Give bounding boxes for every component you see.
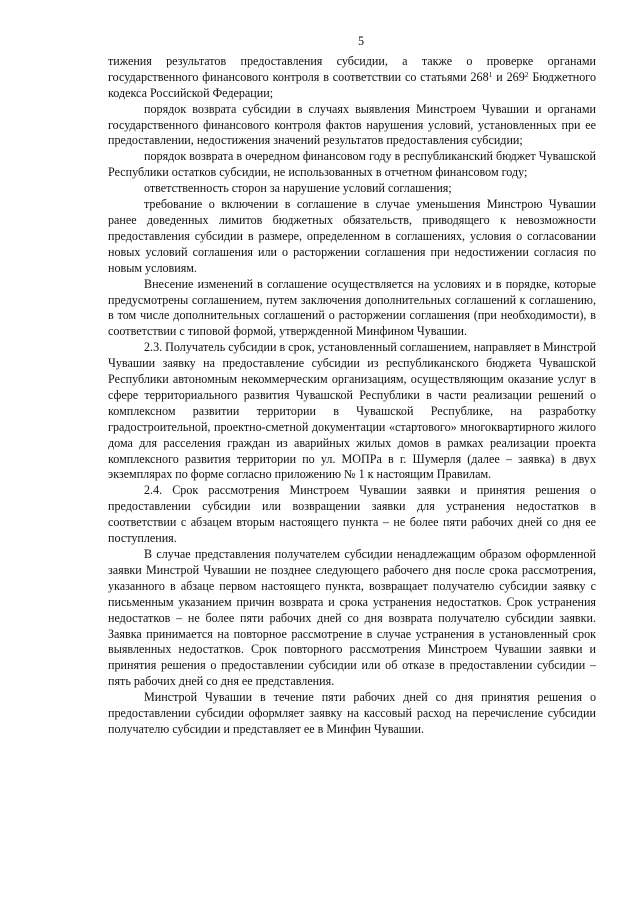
paragraph-5 (108, 197, 596, 277)
text-run: требование о включении в соглашение в случае уменьшения Минстрою Чувашии ранее доведенных лимитов бюджетных обязательств, приводящего к невозможности предоставления субсидии в размере, определенном в соглашениях, условия о согласовании новых условий соглашения или о расторжении соглашения при недостижении согласия по новым условиям. (108, 197, 596, 275)
text-run: 2.3. Получатель субсидии в срок, установленный соглашением, направляет в Минстрой Чувашии заявку на предоставление субсидии из республиканского бюджета Чувашской Республики автономным некоммерческим организациям, осуществляющим оказание услуг в сфере территориального развития Чувашской Республики в части реализации решений о комплексном развитии территории в Чувашской Республике, на разработку градостроительной, проектно-сметной документации «стартового» многоквартирного жилого дома для расселения граждан из аварийных жилых домов в рамках реализации проекта комплексного развития территории по ул. МОПРа в г. Шумерля (далее – заявка) в двух экземплярах по форме согласно приложению № 1 к настоящим Правилам. (108, 340, 596, 482)
paragraph-1 (108, 54, 596, 102)
text-run: порядок возврата субсидии в случаях выявления Минстроем Чувашии и органами государственного финансового контроля фактов нарушения условий, установленных при ее предоставлении, недостижения значений результатов предоставления субсидии; (108, 101, 596, 148)
text-run: Минстрой Чувашии в течение пяти рабочих дней со дня принятия решения о предоставлении субсидии оформляет заявку на кассовый расход на перечисление субсидии получателю субсидии и представляет ее в Минфин Чувашии. (108, 690, 596, 736)
text-run: В случае представления получателем субсидии ненадлежащим образом оформленной заявки Минстрой Чувашии не позднее следующего рабочего дня после срока рассмотрения, указанного в абзаце первом настоящего пункта, возвращает получателю субсидии заявку с письменным указанием причин возврата и срока устранения недостатков. Срок устранения недостатков – не более пяти рабочих дней со дня возврата получателю субсидии заявки. Заявка принимается на повторное рассмотрение в случае устранения в установленный срок выявленных недостатков. Срок повторного рассмотрения Минстроем Чувашии заявки и принятия решения о предоставлении субсидии или об отказе в предоставлении субсидии – пять рабочих дней со дня ее представления. (108, 547, 596, 689)
text-run: Бюджетного кодекса Российской Федерации; (108, 69, 596, 100)
text-run: порядок возврата в очередном финансовом году в республиканский бюджет Чувашской Республики остатков субсидии, не использованных в отчетном финансовом году; (108, 149, 596, 180)
text-run: ответственность сторон за нарушение условий соглашения; (144, 181, 452, 196)
superscript: 1 (488, 69, 493, 79)
paragraph-7 (108, 340, 596, 483)
text-run: тижения результатов предоставления субсидии, а также о проверке органами государственного финансового контроля в соответствии со статьями 268 (108, 53, 596, 84)
paragraph-10 (108, 690, 596, 738)
text-run: и 269 (492, 69, 525, 84)
page-number: 5 (357, 34, 365, 48)
paragraph-8 (108, 483, 596, 547)
paragraph-3 (108, 149, 596, 181)
paragraph-6 (108, 277, 596, 341)
text-run: Внесение изменений в соглашение осуществляется на условиях и в порядке, которые предусмотрены соглашением, путем заключения дополнительных соглашений к соглашению, в том числе дополнительных соглашений о расторжении соглашения (при необходимости), в соответствии с типовой формой, утвержденной Минфином Чувашии. (108, 276, 596, 339)
paragraph-9 (108, 547, 596, 690)
paragraph-4 (108, 181, 596, 197)
paragraph-2 (108, 102, 596, 150)
document-body (108, 54, 596, 738)
superscript: 2 (524, 69, 529, 79)
text-run: 2.4. Срок рассмотрения Минстроем Чувашии заявки и принятия решения о предоставлении субсидии или возвращении заявки для устранения недостатков в соответствии с абзацем вторым настоящего пункта – не более пяти рабочих дней со дня ее поступления. (108, 483, 596, 546)
